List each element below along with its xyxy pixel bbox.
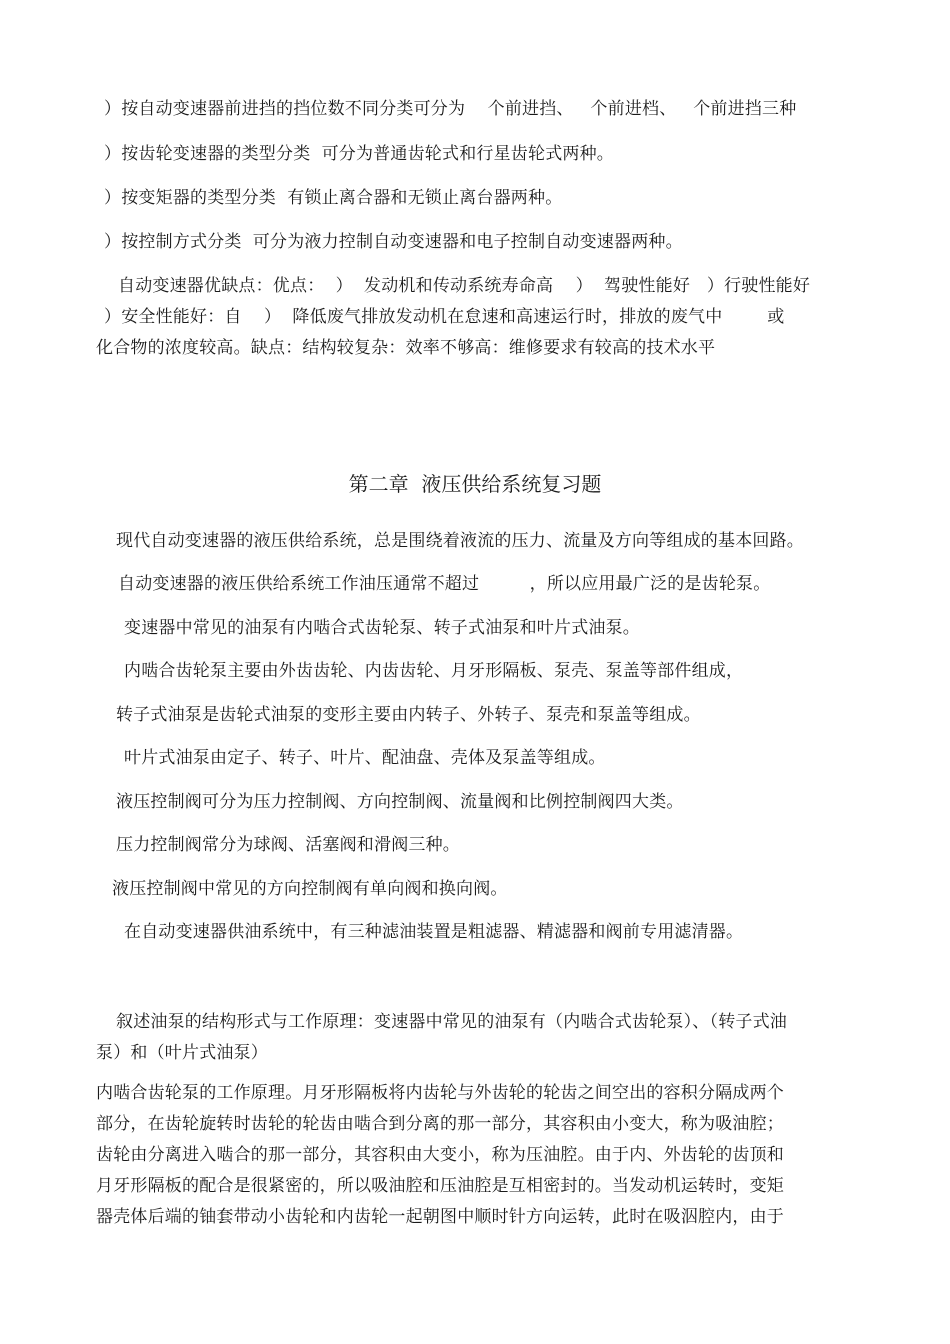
- text-line: 叶片式油泵由定子、转子、叶片、配油盘、壳体及泵盖等组成。: [124, 748, 606, 768]
- text-line: 液压控制阀中常见的方向控制阀有单向阀和换向阀。: [112, 879, 508, 899]
- text-line: 泵）和（叶片式油泵）: [96, 1043, 268, 1063]
- text-line: 在自动变速器供油系统中，有三种滤油装置是粗滤器、精滤器和阀前专用滤清器。: [124, 922, 744, 942]
- text-line: ）按齿轮变速器的类型分类 可分为普通齿轮式和行星齿轮式两种。: [104, 144, 615, 164]
- text-line: ）按控制方式分类 可分为液力控制自动变速器和电子控制自动变速器两种。: [104, 232, 683, 252]
- text-line: ）按自动变速器前进挡的挡位数不同分类可分为 个前进挡、 个前进档、 个前进挡三种: [104, 99, 797, 119]
- text-line: ）按变矩器的类型分类 有锁止离合器和无锁止离台器两种。: [104, 188, 563, 208]
- text-line: 自动变速器的液压供给系统工作油压通常不超过 ，所以应用最广泛的是齿轮泵。: [118, 574, 771, 594]
- text-line: 液压控制阀可分为压力控制阀、方向控制阀、流量阀和比例控制阀四大类。: [116, 792, 684, 812]
- text-line: 变速器中常见的油泵有内啮合式齿轮泵、转子式油泵和叶片式油泵。: [124, 618, 640, 638]
- text-line: 自动变速器优缺点：优点： ） 发动机和传动系统寿命高 ） 驾驶性能好 ）行驶性能好: [118, 276, 811, 296]
- text-line: 器壳体后端的铀套带动小齿轮和内齿轮一起朝图中顺时针方向运转，此时在吸泅腔内，由于: [96, 1207, 784, 1227]
- text-line: 压力控制阀常分为球阀、活塞阀和滑阀三种。: [116, 835, 460, 855]
- chapter-title: 第二章 液压供给系统复习题: [348, 472, 602, 496]
- text-line: 化合物的浓度较高。缺点：结构较复杂：效率不够高：维修要求有较高的技术水平: [96, 338, 716, 358]
- text-line: 月牙形隔板的配合是很紧密的，所以吸油腔和压油腔是互相密封的。当发动机运转时，变矩: [96, 1176, 784, 1196]
- text-line: 内啮合齿轮泵主要由外齿齿轮、内齿齿轮、月牙形隔板、泵壳、泵盖等部件组成，: [124, 661, 744, 681]
- text-line: 部分，在齿轮旋转时齿轮的轮齿由啮合到分离的那一部分，其容积由小变大，称为吸油腔；: [96, 1114, 784, 1134]
- text-line: 齿轮由分离进入啮合的那一部分，其容积由大变小，称为压油腔。由于内、外齿轮的齿顶和: [96, 1145, 784, 1165]
- text-line: 内啮合齿轮泵的工作原理。月牙形隔板将内齿轮与外齿轮的轮齿之间空出的容积分隔成两个: [96, 1083, 784, 1103]
- text-line: 叙述油泵的结构形式与工作原理：变速器中常见的油泵有（内啮合式齿轮泵）、（转子式油: [116, 1012, 787, 1032]
- text-line: ）安全性能好：自 ） 降低废气排放发动机在怠速和高速运行时，排放的废气中 或: [104, 307, 785, 327]
- text-line: 现代自动变速器的液压供给系统，总是围绕着液流的压力、流量及方向等组成的基本回路。: [116, 531, 804, 551]
- text-line: 转子式油泵是齿轮式油泵的变形主要由内转子、外转子、泵壳和泵盖等组成。: [116, 705, 701, 725]
